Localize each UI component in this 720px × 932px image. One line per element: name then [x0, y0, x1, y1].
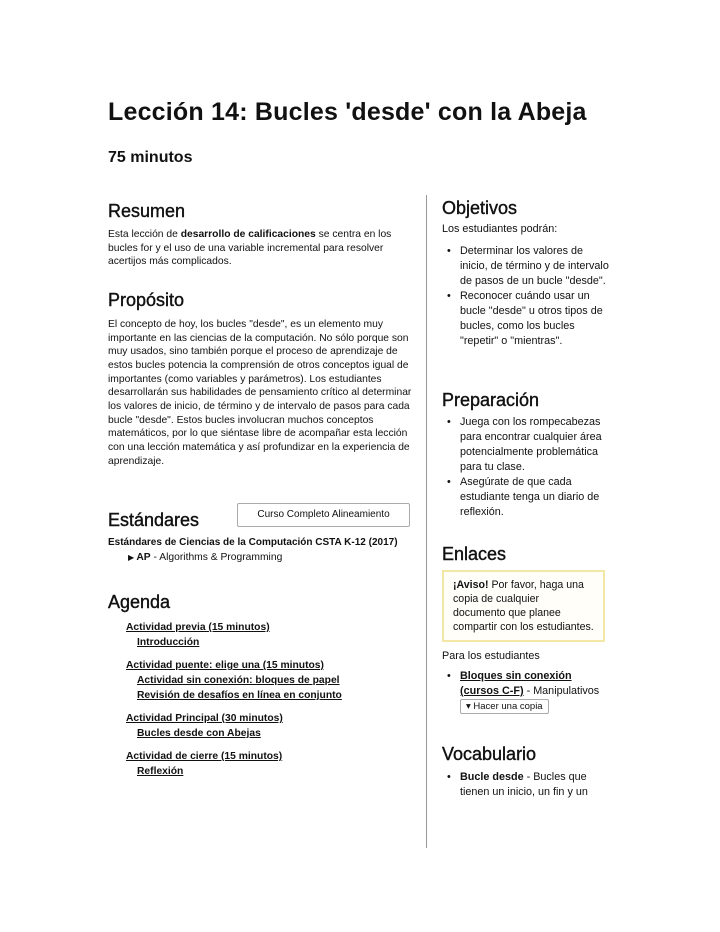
objetivos-section	[442, 198, 612, 349]
notice-box: ¡Aviso! Por favor, haga una copia de cualquier documento que planee compartir con los estudiantes.	[442, 570, 605, 642]
objective-item: • Reconocer cuándo usar un bucle "desde" u otros tipos de bucles, como los bucles "repetir" o "mientras".	[442, 289, 612, 349]
column-divider	[426, 195, 427, 848]
resumen-heading: Resumen	[108, 201, 186, 221]
agenda-item-link[interactable]: Reflexión	[137, 766, 184, 777]
enlaces-heading: Enlaces	[442, 544, 507, 564]
objective-item: • Determinar los valores de inicio, de término y de intervalo de pasos de un bucle "desde".	[442, 244, 612, 289]
full-course-alignment-button[interactable]: Curso Completo Alineamiento	[237, 503, 410, 527]
students-label: Para los estudiantes	[442, 650, 540, 662]
agenda-group-link[interactable]: Actividad de cierre (15 minutos)	[126, 751, 283, 762]
resumen-text: Esta lección de desarrollo de calificaciones se centra en los bucles for y el uso de una variable incremental para resolver acertijos más complicados.	[108, 229, 392, 268]
vocabulario-heading: Vocabulario	[442, 744, 537, 764]
resource-link[interactable]: Bloques sin conexión (cursos C-F)	[460, 670, 572, 697]
estandares-heading: Estándares	[108, 510, 200, 530]
agenda-section	[108, 592, 413, 787]
agenda-item-link[interactable]: Bucles desde con Abejas	[137, 728, 261, 739]
agenda-item-link[interactable]: Actividad sin conexión: bloques de papel	[137, 675, 340, 686]
resumen-section	[108, 201, 413, 269]
proposito-text: El concepto de hoy, los bucles "desde", es un elemento muy importante en las ciencias de la computación. No sólo porque son muy usados, sino también porque el proceso de aprendizaje de estos bucles potencia la comprensión de otros conceptos igual de importantes (como variables y parámetros). Los estudiantes desarrollarán sus habilidades de pensamiento crítico al determinar los valores de inicio, de término y de intervalo de pasos para cada bucle "desde". Estos bucles involucran muchos conceptos matemáticos, por lo que siéntase libre de acompañar esta lección con una lección matemática y así profundizar en la experiencia de aprendizaje.	[108, 319, 412, 467]
preparation-item: • Juega con los rompecabezas para encontrar cualquier área potencialmente problemática para tu clase.	[442, 415, 612, 475]
agenda-group-link[interactable]: Actividad puente: elige una (15 minutos)	[126, 660, 324, 671]
proposito-section	[108, 290, 413, 468]
objetivos-intro: Los estudiantes podrán:	[442, 223, 558, 235]
vocab-item: • Bucle desde - Bucles que tienen un inicio, un fin y un	[442, 770, 612, 800]
preparation-item: • Asegúrate de que cada estudiante tenga un diario de reflexión.	[442, 475, 612, 520]
make-copy-button[interactable]: ▾ Hacer una copia	[460, 699, 549, 714]
agenda-item-link[interactable]: Revisión de desafíos en línea en conjunto	[137, 690, 342, 701]
agenda-group-link[interactable]: Actividad Principal (30 minutos)	[126, 713, 283, 724]
vocabulario-section	[442, 744, 612, 800]
resource-item: • Bloques sin conexión (cursos C-F) - Manipulativos ▾ Hacer una copia	[442, 669, 612, 714]
standards-framework: Estándares de Ciencias de la Computación CSTA K-12 (2017)	[108, 537, 398, 548]
standard-item[interactable]: ▶ AP - Algorithms & Programming	[128, 552, 283, 563]
preparacion-section	[442, 390, 612, 520]
objetivos-heading: Objetivos	[442, 198, 518, 218]
estandares-section	[108, 503, 413, 563]
proposito-heading: Propósito	[108, 290, 185, 310]
preparacion-heading: Preparación	[442, 390, 540, 410]
page-title: Lección 14: Bucles 'desde' con la Abeja	[108, 98, 587, 126]
agenda-heading: Agenda	[108, 592, 171, 612]
enlaces-section	[442, 544, 612, 714]
expand-triangle-icon[interactable]: ▶	[128, 553, 137, 562]
agenda-group-link[interactable]: Actividad previa (15 minutos)	[126, 622, 270, 633]
duration: 75 minutos	[108, 149, 193, 166]
agenda-item-link[interactable]: Introducción	[137, 637, 200, 648]
